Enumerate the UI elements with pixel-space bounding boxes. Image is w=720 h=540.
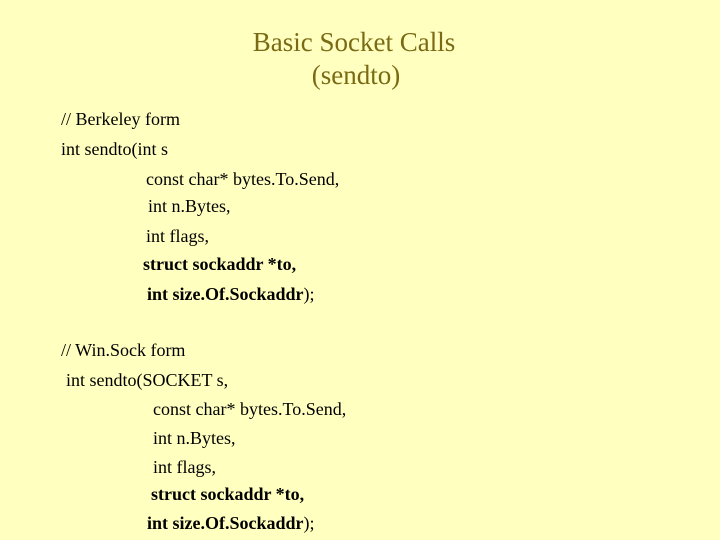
- berkeley-param-3: int flags,: [146, 226, 209, 246]
- slide-title-line1: Basic Socket Calls: [252, 27, 456, 57]
- berkeley-param-5-suffix: );: [303, 284, 315, 304]
- winsock-param-5: [147, 512, 315, 534]
- winsock-param-1: const char* bytes.To.Send,: [153, 399, 347, 419]
- slide-title-line2: (sendto): [311, 60, 401, 90]
- winsock-comment: // Win.Sock form: [61, 340, 186, 360]
- berkeley-signature: int sendto(int s: [61, 139, 168, 159]
- winsock-param-5-type: int size.Of.Sockaddr: [147, 513, 304, 533]
- winsock-param-3: int flags,: [153, 457, 216, 477]
- winsock-signature: int sendto(SOCKET s,: [66, 370, 229, 390]
- winsock-param-4: struct sockaddr *to,: [151, 484, 305, 504]
- berkeley-param-2: int n.Bytes,: [148, 196, 231, 216]
- berkeley-comment: // Berkeley form: [61, 109, 180, 129]
- berkeley-param-4: struct sockaddr *to,: [143, 254, 297, 274]
- berkeley-param-5: [147, 283, 315, 305]
- winsock-param-2: int n.Bytes,: [153, 428, 236, 448]
- berkeley-param-5-type: int size.Of.Sockaddr: [147, 284, 304, 304]
- berkeley-param-1: const char* bytes.To.Send,: [146, 169, 340, 189]
- winsock-param-5-suffix: );: [303, 513, 315, 533]
